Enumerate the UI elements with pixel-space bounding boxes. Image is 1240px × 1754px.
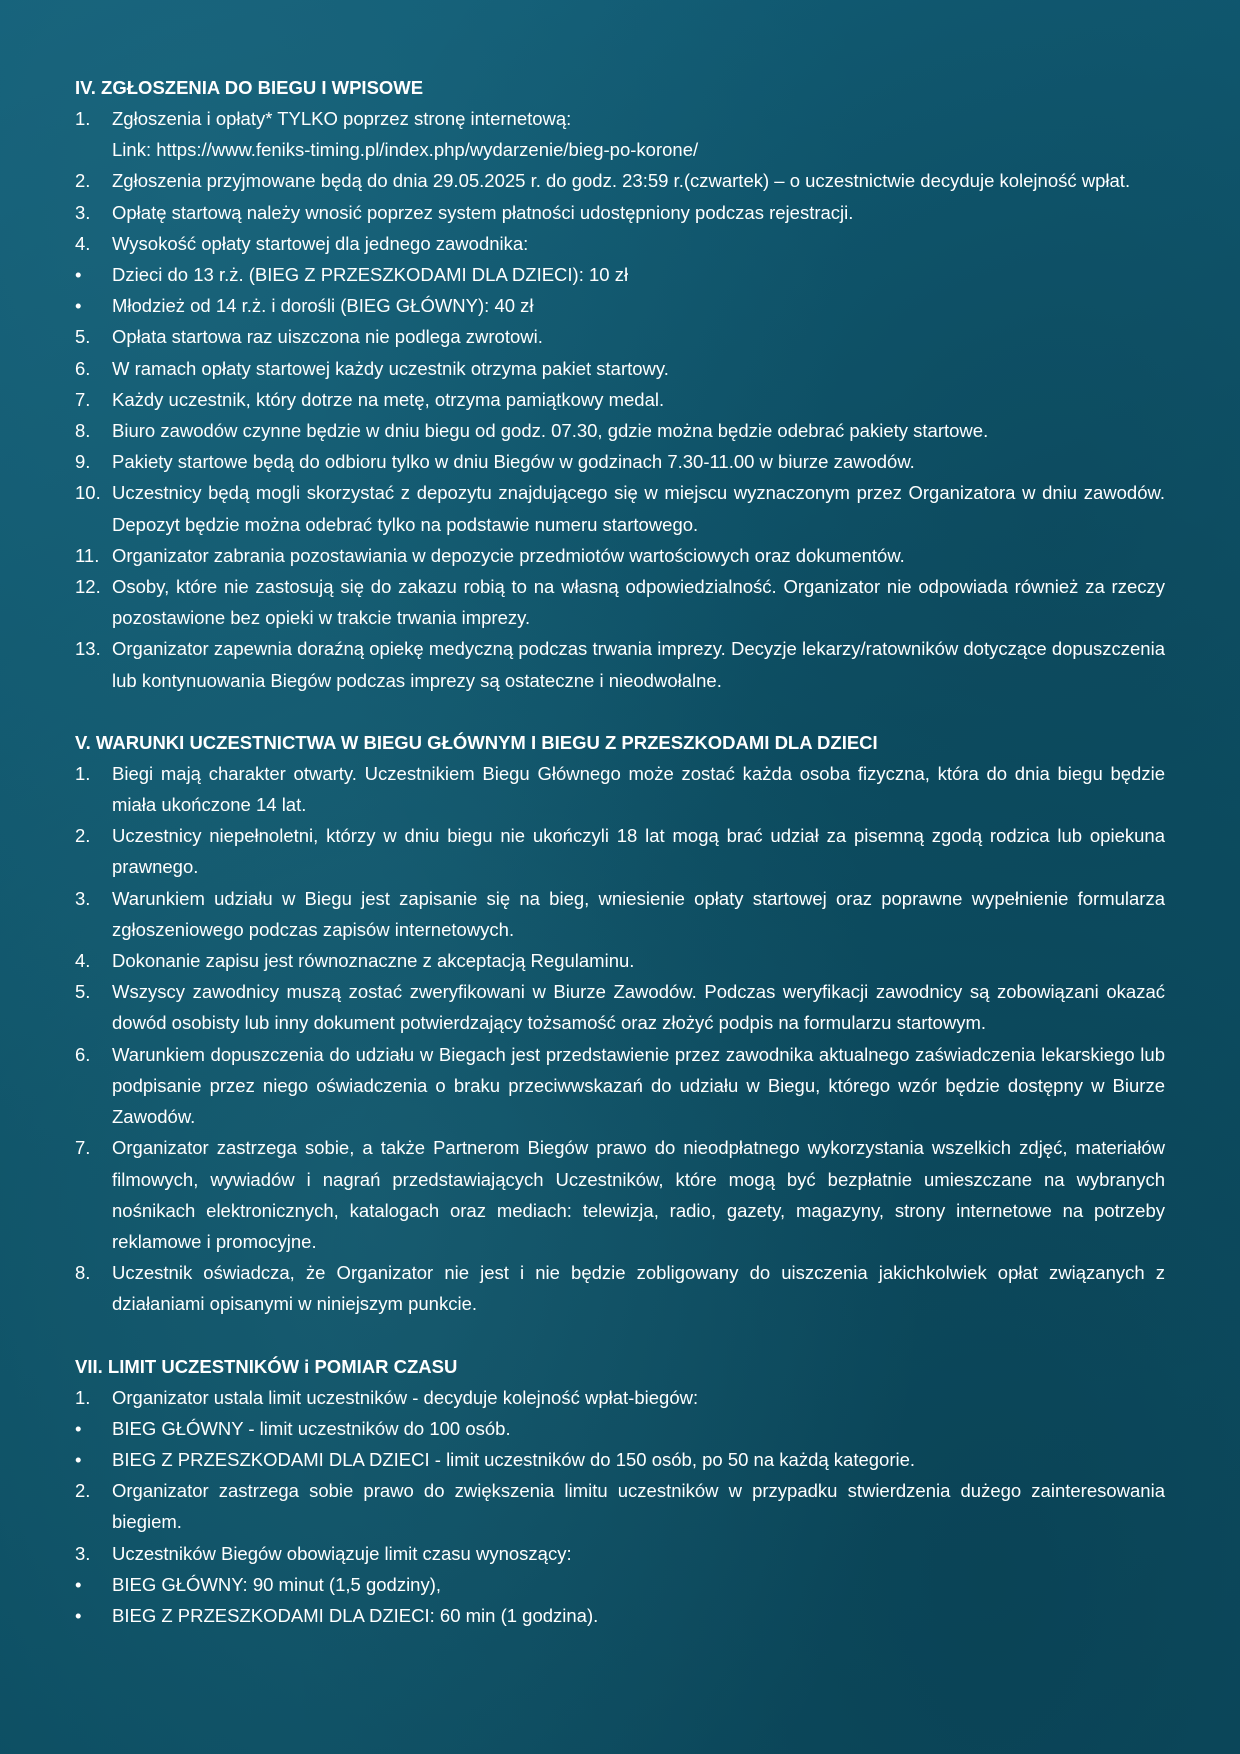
- section-2: [75, 727, 1165, 1320]
- item-text: Warunkiem dopuszczenia do udziału w Biegach jest przedstawienie przez zawodnika aktualnego zaświadczenia lekarskiego lub podpisanie przez niego oświadczenia o braku przeciwwskazań do udziału w Biegu, którego wzór będzie dostępny w Biurze Zawodów.: [112, 1043, 1165, 1128]
- item-text: Link: https://www.feniks-timing.pl/index.php/wydarzenie/bieg-po-korone/: [112, 139, 699, 161]
- list-item: [75, 384, 1165, 415]
- bullet-item: [75, 1569, 1165, 1600]
- section-1: [75, 72, 1165, 696]
- item-text: BIEG GŁÓWNY - limit uczestników do 100 osób.: [112, 1417, 511, 1439]
- section-heading: VII. LIMIT UCZESTNIKÓW i POMIAR CZASU: [75, 1355, 458, 1377]
- item-text: Osoby, które nie zastosują się do zakazu robią to na własną odpowiedzialność. Organizator nie odpowiada również za rzeczy pozostawione bez opieki w trakcie trwania imprezy.: [112, 576, 1165, 629]
- item-text: BIEG Z PRZESZKODAMI DLA DZIECI: 60 min (1 godzina).: [112, 1604, 599, 1626]
- list-item: [75, 103, 1165, 134]
- list-item: [75, 820, 1165, 882]
- bullet-item: [75, 1413, 1165, 1444]
- item-number: 12.: [75, 576, 101, 598]
- item-text: Młodzież od 14 r.ż. i dorośli (BIEG GŁÓWNY): 40 zł: [112, 295, 534, 317]
- section-heading: IV. ZGŁOSZENIA DO BIEGU I WPISOWE: [75, 77, 424, 98]
- list-item: [75, 571, 1165, 633]
- list-item: [75, 1382, 1165, 1413]
- bullet-marker: •: [75, 295, 82, 317]
- list-item: [75, 321, 1165, 352]
- item-number: 2.: [75, 170, 91, 192]
- item-text: Pakiety startowe będą do odbioru tylko w dniu Biegów w godzinach 7.30-11.00 w biurze zawodów.: [112, 451, 915, 473]
- item-number: 3.: [75, 201, 91, 223]
- section-heading: V. WARUNKI UCZESTNICTWA W BIEGU GŁÓWNYM I BIEGU Z PRZESZKODAMI DLA DZIECI: [75, 731, 878, 753]
- item-number: 2.: [75, 1480, 91, 1502]
- item-text: BIEG Z PRZESZKODAMI DLA DZIECI - limit uczestników do 150 osób, po 50 na każdą kategorie.: [112, 1448, 916, 1470]
- item-text: W ramach opłaty startowej każdy uczestnik otrzyma pakiet startowy.: [112, 357, 669, 379]
- item-number: 6.: [75, 357, 91, 379]
- item-text: Zgłoszenia i opłaty* TYLKO poprzez stronę internetową:: [112, 108, 572, 129]
- item-text: Wysokość opłaty startowej dla jednego zawodnika:: [112, 232, 529, 254]
- item-number: 5.: [75, 981, 91, 1003]
- list-item: [75, 197, 1165, 228]
- item-number: 3.: [75, 1542, 91, 1564]
- section-3: [75, 1351, 1165, 1632]
- item-text: Organizator ustala limit uczestników - decyduje kolejność wpłat-biegów:: [112, 1386, 699, 1408]
- item-text: BIEG GŁÓWNY: 90 minut (1,5 godziny),: [112, 1573, 442, 1595]
- item-number: 4.: [75, 950, 91, 972]
- item-text: Wszyscy zawodnicy muszą zostać zweryfikowani w Biurze Zawodów. Podczas weryfikacji zawodnicy są zobowiązani okazać dowód osobisty lub inny dokument potwierdzający tożsamość oraz złożyć podpis na formularzu startowym.: [112, 981, 1165, 1034]
- bullet-marker: •: [75, 1417, 82, 1439]
- item-number: 5.: [75, 326, 91, 348]
- bullet-marker: •: [75, 1573, 82, 1595]
- item-text: Uczestnik oświadcza, że Organizator nie jest i nie będzie zobligowany do uiszczenia jakichkolwiek opłat związanych z działaniami opisanymi w niniejszym punkcie.: [112, 1262, 1165, 1315]
- item-number: 9.: [75, 451, 91, 473]
- item-text: Uczestnicy będą mogli skorzystać z depozytu znajdującego się w miejscu wyznaczonym przez Organizatora w dniu zawodów. Depozyt będzie można odebrać tylko na podstawie numeru startowego.: [112, 482, 1165, 535]
- bullet-item: [75, 1600, 1165, 1631]
- list-item: [75, 477, 1165, 539]
- item-text: Organizator zastrzega sobie, a także Partnerom Biegów prawo do nieodpłatnego wykorzystania wszelkich zdjęć, materiałów filmowych, wywiadów i nagrań przedstawiających Uczestników, które mogą być bezpłatnie umieszczane na wybranych nośnikach elektronicznych, katalogach oraz mediach: telewizja, radio, gazety, magazyny, strony internetowe na potrzeby reklamowe i promocyjne.: [112, 1137, 1165, 1252]
- item-text: Zgłoszenia przyjmowane będą do dnia 29.05.2025 r. do godz. 23:59 r.(czwartek) – o uczestnictwie decyduje kolejność wpłat.: [112, 170, 1131, 192]
- list-item: [75, 883, 1165, 945]
- item-number: 1.: [75, 762, 91, 784]
- item-text: Biuro zawodów czynne będzie w dniu biegu od godz. 07.30, gdzie można będzie odebrać pakiety startowe.: [112, 420, 989, 442]
- item-number: 8.: [75, 420, 91, 442]
- item-number: 1.: [75, 1386, 91, 1408]
- bullet-marker: •: [75, 1604, 82, 1626]
- sections-container: [75, 72, 1165, 1631]
- item-number: 8.: [75, 1262, 91, 1284]
- item-text: Organizator zapewnia doraźną opiekę medyczną podczas trwania imprezy. Decyzje lekarzy/ratowników dotyczące dopuszczenia lub kontynuowania Biegów podczas imprezy są ostateczne i nieodwołalne.: [112, 638, 1165, 691]
- item-text: Organizator zastrzega sobie prawo do zwiększenia limitu uczestników w przypadku stwierdzenia dużego zainteresowania biegiem.: [112, 1480, 1165, 1533]
- bullet-marker: •: [75, 264, 82, 286]
- bullet-item: [75, 290, 1165, 321]
- list-item: [75, 976, 1165, 1038]
- list-item: [75, 633, 1165, 695]
- list-item: [75, 758, 1165, 820]
- list-item: [75, 1039, 1165, 1133]
- bullet-item: [75, 1444, 1165, 1475]
- item-text: Dokonanie zapisu jest równoznaczne z akceptacją Regulaminu.: [112, 950, 635, 972]
- list-item-continuation: [75, 134, 1165, 165]
- list-item: [75, 446, 1165, 477]
- item-text: Każdy uczestnik, który dotrze na metę, otrzyma pamiątkowy medal.: [112, 388, 665, 410]
- list-item: [75, 945, 1165, 976]
- item-number: 2.: [75, 825, 91, 847]
- item-text: Uczestników Biegów obowiązuje limit czasu wynoszący:: [112, 1542, 572, 1564]
- bullet-item: [75, 259, 1165, 290]
- item-text: Dzieci do 13 r.ż. (BIEG Z PRZESZKODAMI DLA DZIECI): 10 zł: [112, 264, 629, 286]
- list-item: [75, 540, 1165, 571]
- list-item: [75, 353, 1165, 384]
- list-item: [75, 165, 1165, 196]
- list-item: [75, 1257, 1165, 1319]
- item-number: 6.: [75, 1043, 91, 1065]
- item-text: Opłata startowa raz uiszczona nie podlega zwrotowi.: [112, 326, 543, 348]
- item-number: 13.: [75, 638, 101, 660]
- list-item: [75, 1132, 1165, 1257]
- item-number: 11.: [75, 544, 100, 566]
- item-text: Biegi mają charakter otwarty. Uczestnikiem Biegu Głównego może zostać każda osoba fizyczna, która do dnia biegu będzie miała ukończone 14 lat.: [112, 762, 1165, 816]
- item-number: 7.: [75, 1137, 91, 1159]
- item-text: Opłatę startową należy wnosić poprzez system płatności udostępniony podczas rejestracji.: [112, 201, 854, 223]
- list-item: [75, 1475, 1165, 1537]
- item-number: 7.: [75, 388, 91, 410]
- bullet-marker: •: [75, 1448, 82, 1470]
- list-item: [75, 228, 1165, 259]
- item-text: Organizator zabrania pozostawiania w depozycie przedmiotów wartościowych oraz dokumentów.: [112, 544, 905, 566]
- list-item: [75, 415, 1165, 446]
- item-text: Uczestnicy niepełnoletni, którzy w dniu biegu nie ukończyli 18 lat mogą brać udział za pisemną zgodą rodzica lub opiekuna prawnego.: [112, 825, 1165, 878]
- item-number: 4.: [75, 232, 91, 254]
- item-number: 3.: [75, 887, 91, 909]
- item-number: 1.: [75, 108, 91, 129]
- list-item: [75, 1538, 1165, 1569]
- regulations-page: [75, 72, 1165, 1662]
- item-number: 10.: [75, 482, 101, 504]
- item-text: Warunkiem udziału w Biegu jest zapisanie się na bieg, wniesienie opłaty startowej oraz poprawne wypełnienie formularza zgłoszeniowego podczas zapisów internetowych.: [112, 887, 1165, 940]
